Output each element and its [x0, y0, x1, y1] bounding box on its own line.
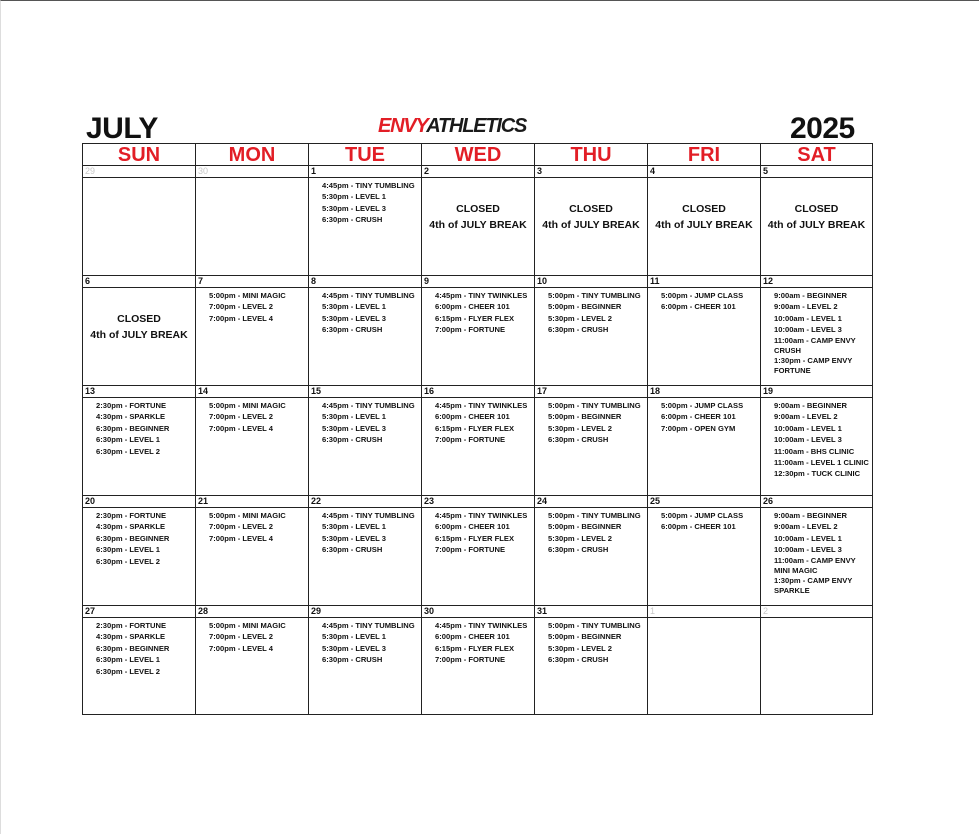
closed-notice-line: CLOSED — [794, 203, 839, 215]
day-cell — [82, 605, 195, 715]
event-item: 6:00pm - CHEER 101 — [435, 632, 510, 642]
event-item: 6:30pm - CRUSH — [322, 655, 383, 665]
closed-notice-line: 4th of JULY BREAK — [767, 218, 866, 231]
event-item: 6:30pm - CRUSH — [548, 435, 609, 445]
event-item: 6:30pm - CRUSH — [548, 545, 609, 555]
event-item: 5:30pm - LEVEL 2 — [548, 313, 613, 323]
calendar-grid — [82, 143, 894, 715]
weekday-thu: THU — [534, 143, 647, 165]
day-cell — [760, 165, 873, 275]
logo-athletics: ATHLETICS — [426, 115, 527, 137]
day-cell — [534, 165, 647, 275]
event-item: 9:00am - LEVEL 2 — [774, 522, 838, 532]
event-item: 10:00am - LEVEL 3 — [774, 435, 842, 445]
day-cell — [82, 385, 195, 495]
day-cell — [647, 605, 760, 715]
event-item: 7:00pm - LEVEL 4 — [209, 423, 274, 433]
closed-notice — [761, 202, 872, 233]
event-item: 5:30pm - LEVEL 2 — [548, 533, 613, 543]
day-number: 15 — [309, 386, 421, 398]
weekday-sun: SUN — [82, 143, 195, 165]
day-cell — [308, 275, 421, 385]
event-item: 11:00am - BHS CLINIC — [774, 446, 855, 456]
event-item: 11:00am - LEVEL 1 CLINIC — [774, 458, 869, 468]
event-item: 6:30pm - LEVEL 1 — [96, 655, 161, 665]
event-item: 5:00pm - TINY TUMBLING — [548, 291, 641, 300]
logo-envy: ENVY — [378, 115, 427, 137]
event-item: 4:30pm - SPARKLE — [96, 522, 166, 532]
event-item: 7:00pm - LEVEL 2 — [209, 632, 274, 642]
event-item: 4:45pm - TINY TUMBLING — [322, 511, 415, 520]
closed-notice-line: 4th of JULY BREAK — [542, 218, 640, 231]
day-cell — [308, 165, 421, 275]
event-item: 2:30pm - FORTUNE — [96, 401, 167, 410]
day-cell — [421, 495, 534, 605]
day-cell — [534, 275, 647, 385]
day-cell — [647, 275, 760, 385]
weekday-wed: WED — [421, 143, 534, 165]
event-item: 5:30pm - LEVEL 2 — [548, 643, 613, 653]
event-item: 5:30pm - LEVEL 1 — [322, 412, 387, 422]
calendar-week-row — [82, 165, 894, 275]
event-item: 5:30pm - LEVEL 1 — [322, 192, 387, 202]
closed-notice-line: 4th of JULY BREAK — [655, 218, 753, 231]
event-item: 6:00pm - CHEER 101 — [661, 302, 736, 312]
event-item: 6:00pm - CHEER 101 — [435, 522, 510, 532]
day-number: 9 — [422, 276, 534, 288]
day-cell — [647, 165, 760, 275]
event-list — [196, 398, 308, 434]
weekday-header-row — [82, 143, 894, 165]
weeks-container — [82, 165, 894, 715]
event-item: 7:00pm - LEVEL 4 — [209, 533, 274, 543]
event-list — [422, 288, 534, 336]
closed-notice — [648, 202, 760, 233]
event-item: 5:30pm - LEVEL 3 — [322, 203, 387, 213]
day-cell — [534, 495, 647, 605]
event-item: 5:00pm - MINI MAGIC — [209, 621, 286, 630]
closed-notice-line: CLOSED — [117, 313, 161, 325]
day-number: 29 — [309, 606, 421, 618]
event-list — [309, 398, 421, 446]
event-item: 9:00am - LEVEL 2 — [774, 302, 838, 312]
event-list — [535, 508, 647, 556]
event-item: 6:30pm - BEGINNER — [96, 533, 170, 543]
event-item: 4:45pm - TINY TWINKLES — [435, 291, 528, 300]
day-number: 23 — [422, 496, 534, 508]
event-item: 5:30pm - LEVEL 1 — [322, 522, 387, 532]
event-item: 4:30pm - SPARKLE — [96, 632, 166, 642]
day-cell — [195, 495, 308, 605]
day-number: 29 — [83, 166, 195, 178]
event-item: 7:00pm - LEVEL 2 — [209, 302, 274, 312]
event-item: 6:30pm - BEGINNER — [96, 643, 170, 653]
event-list — [83, 398, 195, 457]
day-cell — [308, 605, 421, 715]
event-list — [648, 288, 760, 313]
event-item: 7:00pm - LEVEL 4 — [209, 313, 274, 323]
day-cell — [421, 605, 534, 715]
event-list — [83, 508, 195, 567]
event-item: 5:00pm - JUMP CLASS — [661, 511, 744, 520]
event-item: 7:00pm - LEVEL 4 — [209, 643, 274, 653]
event-item: 6:30pm - LEVEL 2 — [96, 446, 161, 456]
event-item: 6:15pm - FLYER FLEX — [435, 313, 515, 323]
closed-notice-line: CLOSED — [569, 203, 613, 215]
event-item: 6:30pm - CRUSH — [548, 655, 609, 665]
event-item: 5:00pm - JUMP CLASS — [661, 291, 744, 300]
event-list — [761, 508, 872, 596]
event-list — [422, 398, 534, 446]
event-item: 5:00pm - MINI MAGIC — [209, 291, 286, 300]
day-number: 2 — [422, 166, 534, 178]
event-item: 10:00am - LEVEL 3 — [774, 545, 842, 555]
day-cell — [647, 385, 760, 495]
event-item: 6:00pm - CHEER 101 — [661, 412, 736, 422]
day-cell — [82, 495, 195, 605]
day-number: 27 — [83, 606, 195, 618]
event-list — [535, 398, 647, 446]
event-item: 6:00pm - CHEER 101 — [435, 302, 510, 312]
event-item: 6:00pm - CHEER 101 — [435, 412, 510, 422]
day-cell — [647, 495, 760, 605]
day-number: 10 — [535, 276, 647, 288]
event-item: 7:00pm - FORTUNE — [435, 545, 506, 555]
event-item: 6:30pm - CRUSH — [322, 325, 383, 335]
day-cell — [82, 165, 195, 275]
event-item: 5:30pm - LEVEL 2 — [548, 423, 613, 433]
event-item: 4:45pm - TINY TWINKLES — [435, 621, 528, 630]
day-number: 1 — [648, 606, 760, 618]
day-cell — [82, 275, 195, 385]
event-item: 4:45pm - TINY TWINKLES — [435, 401, 528, 410]
event-item: 7:00pm - LEVEL 2 — [209, 412, 274, 422]
event-item: 6:15pm - FLYER FLEX — [435, 643, 515, 653]
event-item: 6:00pm - CHEER 101 — [661, 522, 736, 532]
event-item: 5:00pm - BEGINNER — [548, 632, 622, 642]
day-number: 12 — [761, 276, 872, 288]
event-item: 4:45pm - TINY TUMBLING — [322, 621, 415, 630]
day-number: 20 — [83, 496, 195, 508]
brand-logo — [378, 115, 578, 137]
event-list — [535, 618, 647, 666]
day-cell — [195, 385, 308, 495]
day-number: 22 — [309, 496, 421, 508]
event-item: 12:30pm - TUCK CLINIC — [774, 469, 861, 479]
day-number: 6 — [83, 276, 195, 288]
day-cell — [760, 385, 873, 495]
day-number: 13 — [83, 386, 195, 398]
event-item: 5:00pm - TINY TUMBLING — [548, 401, 641, 410]
event-item: 6:30pm - CRUSH — [548, 325, 609, 335]
event-item: 4:30pm - SPARKLE — [96, 412, 166, 422]
day-cell — [308, 385, 421, 495]
event-list — [422, 508, 534, 556]
closed-notice — [535, 202, 647, 233]
event-item: 6:15pm - FLYER FLEX — [435, 533, 515, 543]
event-item: 4:45pm - TINY TUMBLING — [322, 291, 415, 300]
event-item: 10:00am - LEVEL 1 — [774, 313, 842, 323]
weekday-fri: FRI — [647, 143, 760, 165]
event-list — [648, 508, 760, 533]
event-item: 5:00pm - BEGINNER — [548, 302, 622, 312]
day-cell — [534, 385, 647, 495]
event-item: 5:00pm - TINY TUMBLING — [548, 621, 641, 630]
closed-notice — [422, 202, 534, 233]
event-item: 1:30pm - CAMP ENVY SPARKLE — [774, 575, 853, 595]
event-item: 5:30pm - LEVEL 1 — [322, 632, 387, 642]
day-cell — [760, 605, 873, 715]
day-number: 4 — [648, 166, 760, 178]
event-item: 6:30pm - LEVEL 1 — [96, 545, 161, 555]
day-number: 26 — [761, 496, 872, 508]
event-item: 7:00pm - FORTUNE — [435, 435, 506, 445]
day-number: 2 — [761, 606, 872, 618]
event-item: 5:30pm - LEVEL 3 — [322, 643, 387, 653]
event-item: 6:15pm - FLYER FLEX — [435, 423, 515, 433]
event-item: 4:45pm - TINY TUMBLING — [322, 181, 415, 190]
event-item: 5:00pm - BEGINNER — [548, 522, 622, 532]
day-number: 7 — [196, 276, 308, 288]
day-number: 18 — [648, 386, 760, 398]
day-cell — [195, 165, 308, 275]
event-item: 5:00pm - TINY TUMBLING — [548, 511, 641, 520]
month-title: JULY — [86, 112, 158, 145]
event-item: 7:00pm - OPEN GYM — [661, 423, 736, 433]
event-item: 6:30pm - LEVEL 2 — [96, 666, 161, 676]
event-item: 5:00pm - MINI MAGIC — [209, 511, 286, 520]
closed-notice-line: CLOSED — [682, 203, 726, 215]
calendar-week-row — [82, 605, 894, 715]
day-number: 5 — [761, 166, 872, 178]
event-item: 5:00pm - JUMP CLASS — [661, 401, 744, 410]
day-number: 17 — [535, 386, 647, 398]
event-item: 9:00am - BEGINNER — [774, 511, 848, 520]
day-number: 8 — [309, 276, 421, 288]
event-list — [761, 398, 872, 480]
event-item: 7:00pm - LEVEL 2 — [209, 522, 274, 532]
closed-notice-line: 4th of JULY BREAK — [90, 328, 188, 341]
day-cell — [308, 495, 421, 605]
day-cell — [421, 275, 534, 385]
event-list — [309, 508, 421, 556]
day-number: 11 — [648, 276, 760, 288]
event-item: 6:30pm - LEVEL 1 — [96, 435, 161, 445]
event-list — [309, 178, 421, 226]
event-item: 2:30pm - FORTUNE — [96, 621, 167, 630]
day-number: 24 — [535, 496, 647, 508]
calendar-week-row — [82, 275, 894, 385]
event-list — [309, 288, 421, 336]
event-item: 5:00pm - BEGINNER — [548, 412, 622, 422]
event-list — [422, 618, 534, 666]
day-cell — [760, 495, 873, 605]
event-item: 6:30pm - BEGINNER — [96, 423, 170, 433]
event-item: 9:00am - BEGINNER — [774, 401, 848, 410]
event-item: 5:30pm - LEVEL 3 — [322, 313, 387, 323]
event-item: 10:00am - LEVEL 1 — [774, 423, 842, 433]
day-number: 25 — [648, 496, 760, 508]
day-cell — [195, 605, 308, 715]
calendar-week-row — [82, 385, 894, 495]
event-list — [761, 288, 872, 376]
day-number: 1 — [309, 166, 421, 178]
event-item: 5:30pm - LEVEL 3 — [322, 423, 387, 433]
day-cell — [421, 165, 534, 275]
day-number: 3 — [535, 166, 647, 178]
day-number: 14 — [196, 386, 308, 398]
event-item: 4:45pm - TINY TUMBLING — [322, 401, 415, 410]
day-number: 19 — [761, 386, 872, 398]
day-number: 21 — [196, 496, 308, 508]
closed-notice — [83, 312, 195, 343]
event-item: 2:30pm - FORTUNE — [96, 511, 167, 520]
weekday-tue: TUE — [308, 143, 421, 165]
event-item: 7:00pm - FORTUNE — [435, 655, 506, 665]
event-item: 7:00pm - FORTUNE — [435, 325, 506, 335]
day-number: 28 — [196, 606, 308, 618]
event-item: 6:30pm - CRUSH — [322, 215, 383, 225]
day-number: 31 — [535, 606, 647, 618]
event-item: 4:45pm - TINY TWINKLES — [435, 511, 528, 520]
event-list — [309, 618, 421, 666]
weekday-sat: SAT — [760, 143, 873, 165]
day-number: 30 — [422, 606, 534, 618]
closed-notice-line: CLOSED — [456, 203, 500, 215]
year-title: 2025 — [790, 112, 855, 145]
day-cell — [421, 385, 534, 495]
day-cell — [195, 275, 308, 385]
event-item: 10:00am - LEVEL 1 — [774, 533, 842, 543]
event-item: 6:30pm - LEVEL 2 — [96, 556, 161, 566]
event-item: 1:30pm - CAMP ENVY FORTUNE — [774, 355, 853, 375]
event-item: 5:00pm - MINI MAGIC — [209, 401, 286, 410]
event-item: 9:00am - LEVEL 2 — [774, 412, 838, 422]
event-list — [196, 288, 308, 324]
event-list — [196, 618, 308, 654]
weekday-mon: MON — [195, 143, 308, 165]
event-list — [196, 508, 308, 544]
event-list — [83, 618, 195, 677]
day-cell — [760, 275, 873, 385]
day-number: 16 — [422, 386, 534, 398]
closed-notice-line: 4th of JULY BREAK — [429, 218, 527, 231]
day-cell — [534, 605, 647, 715]
event-item: 10:00am - LEVEL 3 — [774, 325, 842, 335]
event-item: 11:00am - CAMP ENVY CRUSH — [774, 335, 856, 355]
event-list — [535, 288, 647, 336]
event-item: 9:00am - BEGINNER — [774, 291, 848, 300]
event-item: 11:00am - CAMP ENVY MINI MAGIC — [774, 555, 856, 575]
event-item: 5:30pm - LEVEL 1 — [322, 302, 387, 312]
event-item: 6:30pm - CRUSH — [322, 435, 383, 445]
calendar-week-row — [82, 495, 894, 605]
event-list — [648, 398, 760, 434]
day-number: 30 — [196, 166, 308, 178]
event-item: 6:30pm - CRUSH — [322, 545, 383, 555]
event-item: 5:30pm - LEVEL 3 — [322, 533, 387, 543]
